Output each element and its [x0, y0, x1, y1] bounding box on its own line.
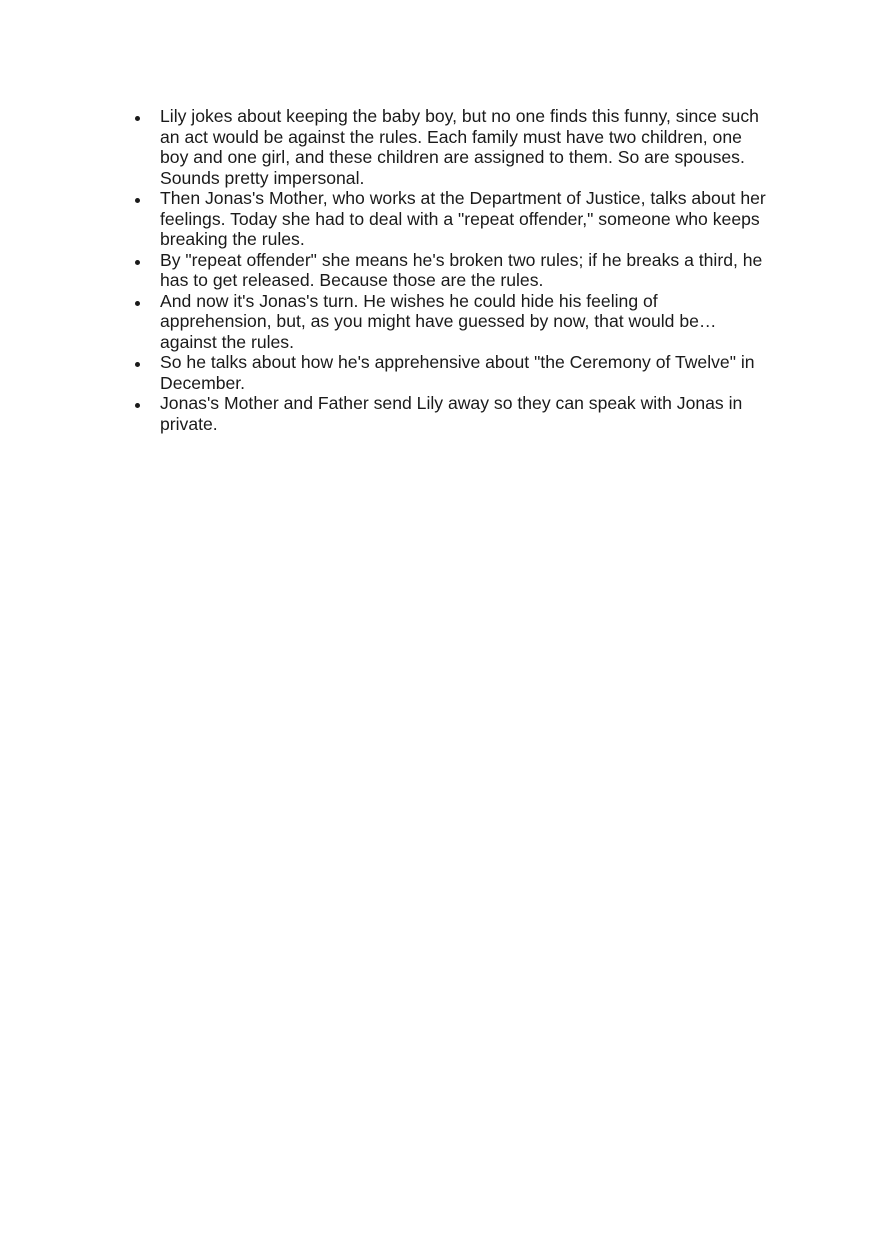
list-item-line: breaking the rules.: [160, 229, 305, 249]
list-item-line: December.: [160, 372, 246, 393]
list-item: [160, 250, 800, 291]
bullet-icon: [135, 116, 140, 121]
list-item-line: against the rules.: [160, 331, 294, 352]
list-item-line: So he talks about how he's apprehensive about "the Ceremony of Twelve" in: [160, 352, 755, 372]
list-item: [160, 188, 800, 250]
list-item: [160, 106, 800, 188]
list-item-line: And now it's Jonas's turn. He wishes he could hide his feeling of: [160, 290, 658, 311]
bullet-icon: [135, 198, 140, 203]
list-item-line: Jonas's Mother and Father send Lily away so they can speak with Jonas in: [160, 393, 743, 413]
list-item-line: Lily jokes about keeping the baby boy, but no one finds this funny, since such: [160, 106, 759, 126]
list-item-line: apprehension, but, as you might have guessed by now, that would be…: [160, 311, 717, 331]
bullet-list: [160, 106, 800, 434]
list-item: [160, 291, 800, 353]
list-item-line: has to get released. Because those are the rules.: [160, 270, 544, 290]
list-item-line: Sounds pretty impersonal.: [160, 167, 365, 188]
list-item-line: an act would be against the rules. Each family must have two children, one: [160, 126, 742, 147]
list-item: [160, 352, 800, 393]
list-item: [160, 393, 800, 434]
bullet-icon: [135, 403, 140, 408]
list-item-line: feelings. Today she had to deal with a "repeat offender," someone who keeps: [160, 208, 760, 229]
list-item-line: private.: [160, 413, 218, 434]
bullet-icon: [135, 260, 140, 265]
list-item-line: Then Jonas's Mother, who works at the Department of Justice, talks about her: [160, 188, 766, 208]
bullet-icon: [135, 362, 140, 367]
list-item-line: By "repeat offender" she means he's broken two rules; if he breaks a third, he: [160, 249, 763, 270]
bullet-icon: [135, 301, 140, 306]
list-item-line: boy and one girl, and these children are assigned to them. So are spouses.: [160, 147, 745, 167]
